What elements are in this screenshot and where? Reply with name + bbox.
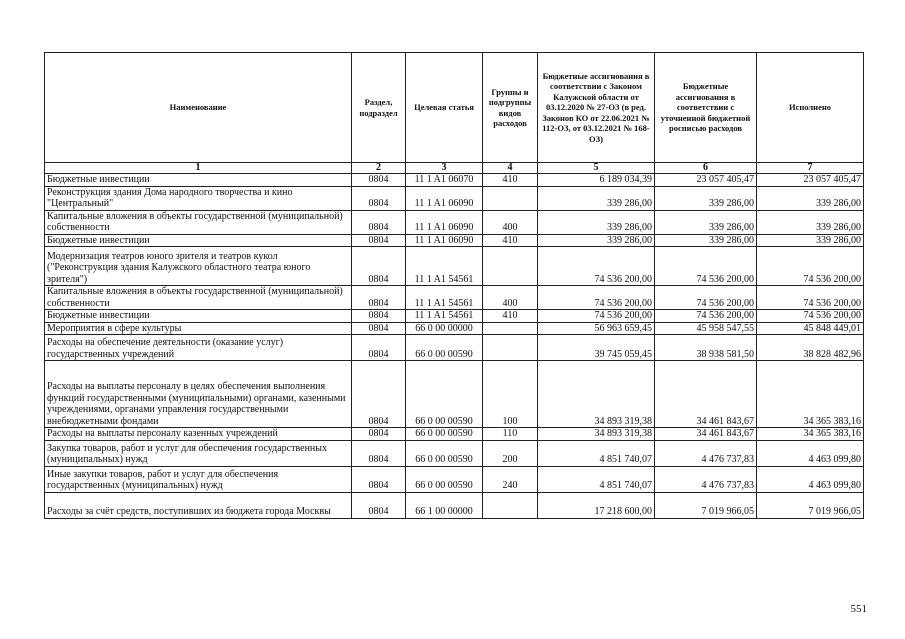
row-name: Реконструкция здания Дома народного творчества и кино "Центральный" [45,186,352,210]
row-section: 0804 [352,234,406,247]
header-section: Раздел, подраздел [352,53,406,163]
row-expense-group: 100 [483,361,538,428]
row-name: Капитальные вложения в объекты государственной (муниципальной) собственности [45,286,352,310]
row-refined-amount: 45 958 547,55 [655,322,757,335]
row-expense-group: 410 [483,174,538,187]
row-name: Модернизация театров юного зрителя и театров кукол ("Реконструкция здания Калужского областного театра юного зрителя") [45,247,352,286]
row-refined-amount: 23 057 405,47 [655,174,757,187]
header-name: Наименование [45,53,352,163]
row-executed-amount: 339 286,00 [757,234,864,247]
row-name: Бюджетные инвестиции [45,174,352,187]
row-name: Мероприятия в сфере культуры [45,322,352,335]
row-target-article: 11 1 A1 06090 [406,186,483,210]
column-number: 4 [483,163,538,174]
row-name: Расходы за счёт средств, поступивших из бюджета города Москвы [45,492,352,518]
column-number: 7 [757,163,864,174]
row-section: 0804 [352,440,406,466]
row-law-amount: 74 536 200,00 [538,286,655,310]
row-section: 0804 [352,335,406,361]
row-executed-amount: 74 536 200,00 [757,310,864,323]
table-row [45,186,864,210]
row-target-article: 11 1 A1 54561 [406,310,483,323]
row-refined-amount: 4 476 737,83 [655,466,757,492]
row-executed-amount: 34 365 383,16 [757,428,864,441]
table-row [45,247,864,286]
row-target-article: 66 0 00 00590 [406,335,483,361]
header-executed: Исполнено [757,53,864,163]
row-target-article: 66 0 00 00590 [406,361,483,428]
row-section: 0804 [352,286,406,310]
row-expense-group [483,247,538,286]
row-expense-group: 410 [483,234,538,247]
row-refined-amount: 74 536 200,00 [655,286,757,310]
row-target-article: 66 0 00 00590 [406,466,483,492]
row-expense-group: 400 [483,210,538,234]
row-executed-amount: 74 536 200,00 [757,286,864,310]
row-expense-group: 240 [483,466,538,492]
row-refined-amount: 339 286,00 [655,186,757,210]
row-section: 0804 [352,186,406,210]
header-law: Бюджетные ассигнования в соответствии с Законом Калужской области от 03.12.2020 № 27-ОЗ (в ред. Законов КО от 22.06.2021 № 112-ОЗ, от 03.12.2021 № 168-ОЗ) [538,53,655,163]
header-target: Целевая статья [406,53,483,163]
header-refined: Бюджетные ассигнования в соответствии с уточненной бюджетной росписью расходов [655,53,757,163]
row-refined-amount: 34 461 843,67 [655,361,757,428]
row-name: Бюджетные инвестиции [45,310,352,323]
row-law-amount: 34 893 319,38 [538,361,655,428]
page-number: 551 [850,603,867,615]
row-target-article: 66 0 00 00590 [406,428,483,441]
row-expense-group [483,186,538,210]
row-name: Расходы на выплаты персоналу казенных учреждений [45,428,352,441]
row-law-amount: 4 851 740,07 [538,466,655,492]
row-section: 0804 [352,466,406,492]
budget-table [44,52,864,519]
row-refined-amount: 74 536 200,00 [655,247,757,286]
row-executed-amount: 74 536 200,00 [757,247,864,286]
row-refined-amount: 38 938 581,50 [655,335,757,361]
row-target-article: 11 1 A1 06090 [406,210,483,234]
row-refined-amount: 339 286,00 [655,210,757,234]
row-law-amount: 339 286,00 [538,234,655,247]
row-executed-amount: 7 019 966,05 [757,492,864,518]
table-row [45,361,864,428]
header-groups: Группы и подгруппы видов расходов [483,53,538,163]
row-target-article: 66 0 00 00000 [406,322,483,335]
row-law-amount: 6 189 034,39 [538,174,655,187]
row-executed-amount: 4 463 099,80 [757,440,864,466]
row-name: Бюджетные инвестиции [45,234,352,247]
row-target-article: 66 1 00 00000 [406,492,483,518]
row-executed-amount: 34 365 383,16 [757,361,864,428]
table-row [45,234,864,247]
row-executed-amount: 339 286,00 [757,210,864,234]
row-law-amount: 17 218 600,00 [538,492,655,518]
column-number-row [45,163,864,174]
row-executed-amount: 4 463 099,80 [757,466,864,492]
row-section: 0804 [352,310,406,323]
row-refined-amount: 7 019 966,05 [655,492,757,518]
column-number: 1 [45,163,352,174]
row-executed-amount: 38 828 482,96 [757,335,864,361]
table-row [45,428,864,441]
table-row [45,310,864,323]
row-name: Расходы на обеспечение деятельности (оказание услуг) государственных учреждений [45,335,352,361]
row-refined-amount: 339 286,00 [655,234,757,247]
row-name: Расходы на выплаты персоналу в целях обеспечения выполнения функций государственными (муниципальными) органами, казенными учреждениями, органами управления государственными внебюджетными фондами [45,361,352,428]
row-expense-group [483,322,538,335]
row-refined-amount: 74 536 200,00 [655,310,757,323]
row-law-amount: 4 851 740,07 [538,440,655,466]
row-target-article: 11 1 A1 06070 [406,174,483,187]
table-row [45,174,864,187]
row-executed-amount: 45 848 449,01 [757,322,864,335]
table-row [45,335,864,361]
row-section: 0804 [352,428,406,441]
row-expense-group: 410 [483,310,538,323]
row-law-amount: 74 536 200,00 [538,310,655,323]
row-target-article: 66 0 00 00590 [406,440,483,466]
table-row [45,492,864,518]
row-section: 0804 [352,322,406,335]
row-target-article: 11 1 A1 54561 [406,247,483,286]
row-law-amount: 56 963 659,45 [538,322,655,335]
row-refined-amount: 34 461 843,67 [655,428,757,441]
row-section: 0804 [352,174,406,187]
header-row [45,53,864,163]
row-law-amount: 339 286,00 [538,186,655,210]
row-law-amount: 39 745 059,45 [538,335,655,361]
row-expense-group: 200 [483,440,538,466]
row-section: 0804 [352,492,406,518]
row-name: Закупка товаров, работ и услуг для обеспечения государственных (муниципальных) нужд [45,440,352,466]
column-number: 3 [406,163,483,174]
row-expense-group: 400 [483,286,538,310]
row-expense-group: 110 [483,428,538,441]
row-section: 0804 [352,210,406,234]
row-section: 0804 [352,247,406,286]
column-number: 2 [352,163,406,174]
table-row [45,440,864,466]
row-law-amount: 339 286,00 [538,210,655,234]
row-expense-group [483,492,538,518]
row-executed-amount: 23 057 405,47 [757,174,864,187]
row-name: Иные закупки товаров, работ и услуг для обеспечения государственных (муниципальных) нужд [45,466,352,492]
row-section: 0804 [352,361,406,428]
row-law-amount: 74 536 200,00 [538,247,655,286]
table-row [45,466,864,492]
row-name: Капитальные вложения в объекты государственной (муниципальной) собственности [45,210,352,234]
row-target-article: 11 1 A1 54561 [406,286,483,310]
row-law-amount: 34 893 319,38 [538,428,655,441]
column-number: 6 [655,163,757,174]
table-row [45,286,864,310]
row-executed-amount: 339 286,00 [757,186,864,210]
table-row [45,322,864,335]
table-row [45,210,864,234]
column-number: 5 [538,163,655,174]
row-target-article: 11 1 A1 06090 [406,234,483,247]
row-expense-group [483,335,538,361]
row-refined-amount: 4 476 737,83 [655,440,757,466]
